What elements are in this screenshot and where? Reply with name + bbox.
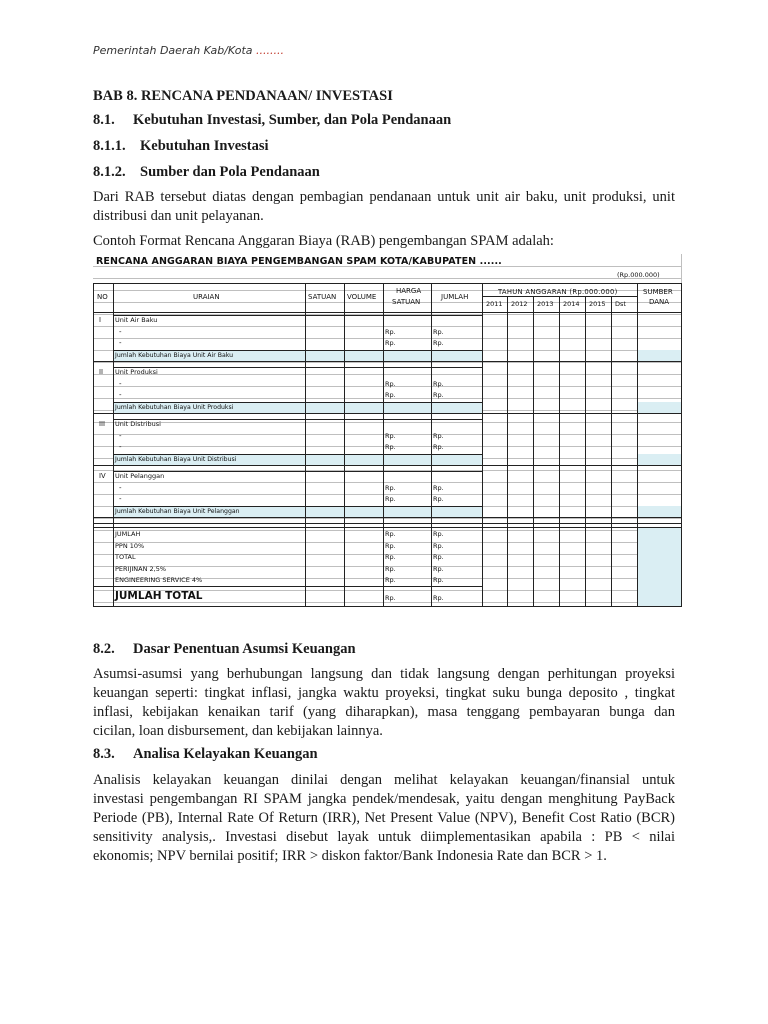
paragraph-line: inflasi, kebijakan kenaikan tarif (yang diharapkan), masa tenggang pembayaran bunga dan: [93, 704, 675, 720]
header-harga: HARGA: [396, 287, 422, 295]
table-rule: [482, 283, 483, 607]
paragraph-line: Asumsi-asumsi yang berhubungan langsung dan tidak langsung dengan perhitungan proyeksi: [93, 666, 675, 682]
subtotal-label: Jumlah Kebutuhan Biaya Unit Distribusi: [115, 455, 237, 463]
header-dots: ........: [256, 44, 285, 57]
table-rule: [431, 283, 432, 607]
table-rule: [93, 283, 682, 284]
header-sumber: SUMBER: [643, 288, 673, 296]
analisis-paragraph: [93, 771, 675, 866]
table-rule: [507, 296, 508, 607]
summary-harga-rp: Rp.: [385, 541, 396, 550]
table-rule: [113, 367, 482, 368]
running-header: [93, 44, 284, 57]
table-rule: [93, 586, 482, 587]
jumlah-rp: Rp.: [433, 339, 444, 347]
item-dash: -: [119, 391, 122, 399]
header-year: 2014: [563, 300, 580, 308]
section-8-1-heading: [93, 112, 452, 129]
jumlah-rp: Rp.: [433, 495, 444, 503]
group-number: II: [99, 368, 104, 376]
rab-table: [93, 254, 682, 607]
section-number: 8.1.2.: [93, 164, 126, 180]
section-title: Analisa Kelayakan Keuangan: [133, 746, 318, 762]
grid-line: [93, 278, 682, 279]
group-name: Unit Pelanggan: [115, 472, 165, 480]
subtotal-band: [637, 506, 682, 518]
header-jumlah: JUMLAH: [441, 293, 469, 301]
subtotal-band: [637, 402, 682, 414]
contoh-paragraph: [93, 232, 675, 251]
header-tahun-anggaran: TAHUN ANGGARAN (Rp.000.000): [498, 288, 618, 296]
table-rule: [637, 283, 638, 607]
group-name: Unit Produksi: [115, 368, 158, 376]
subtotal-label: Jumlah Kebutuhan Biaya Unit Pelanggan: [115, 507, 240, 515]
jumlah-rp: Rp.: [433, 483, 444, 492]
section-title: Kebutuhan Investasi, Sumber, dan Pola Pendanaan: [133, 112, 452, 128]
summary-jumlah-rp: Rp.: [433, 530, 444, 538]
table-rule: [93, 465, 682, 466]
header-volume: VOLUME: [347, 293, 377, 301]
table-rule: [305, 283, 306, 607]
item-dash: -: [119, 495, 122, 503]
item-dash: -: [119, 431, 122, 440]
section-number: 8.1.1.: [93, 138, 126, 154]
table-rule: [113, 315, 482, 316]
chapter-heading: [93, 88, 393, 105]
section-number: 8.3.: [93, 746, 115, 762]
summary-label: JUMLAH: [115, 530, 141, 538]
paragraph-line: distribusi dan unit pelayanan.: [93, 208, 264, 224]
table-rule: [611, 296, 612, 607]
section-8-1-2-heading: [93, 164, 320, 181]
header-year: 2013: [537, 300, 554, 308]
table-rule: [533, 296, 534, 607]
table-rule: [93, 606, 682, 607]
grand-total-label: JUMLAH TOTAL: [115, 590, 203, 602]
jumlah-rp: Rp.: [433, 327, 444, 336]
summary-label: PPN 10%: [115, 541, 145, 550]
harga-rp: Rp.: [385, 379, 396, 388]
harga-rp: Rp.: [385, 327, 396, 336]
grid-line: [93, 422, 682, 423]
header-uraian: URAIAN: [193, 293, 220, 301]
section-8-3-heading: [93, 746, 318, 763]
section-title: Sumber dan Pola Pendanaan: [140, 164, 320, 180]
item-dash: -: [119, 379, 122, 388]
harga-rp: Rp.: [385, 339, 396, 347]
table-rule: [93, 527, 682, 528]
paragraph-line: cicilan, loan disbursement, dan kebijakan lainnya.: [93, 723, 383, 739]
intro-paragraph: [93, 188, 675, 226]
header-year: 2012: [511, 300, 528, 308]
group-number: IV: [99, 472, 106, 480]
grand-total-harga-rp: Rp.: [385, 594, 396, 602]
table-rule: [113, 419, 482, 420]
paragraph-line: Analisis kelayakan keuangan dinilai dengan melihat kelayakan keuangan/finansial untuk: [93, 772, 675, 788]
section-number: 8.2.: [93, 641, 115, 657]
table-rule: [93, 283, 94, 607]
item-dash: -: [119, 339, 122, 347]
section-number: 8.1.: [93, 112, 115, 128]
header-no: NO: [97, 293, 108, 301]
header-year: Dst: [615, 300, 626, 308]
table-rule: [585, 296, 586, 607]
jumlah-rp: Rp.: [433, 391, 444, 399]
section-8-2-heading: [93, 641, 356, 658]
summary-harga-rp: Rp.: [385, 564, 396, 573]
subtotal-band: [637, 454, 682, 466]
paragraph-line: Dari RAB tersebut diatas dengan pembagian pendanaan untuk unit air baku, unit produksi, unit: [93, 189, 675, 205]
item-dash: -: [119, 443, 122, 451]
header-harga-satuan: SATUAN: [392, 298, 421, 306]
paragraph-line: ekonomis; NPV bernilai positif; IRR > diskon faktor/Bank Indonesia Rate dan BCR > 1.: [93, 848, 607, 864]
chapter-title: BAB 8. RENCANA PENDANAAN/ INVESTASI: [93, 88, 393, 104]
summary-label: ENGINEERING SERVICE 4%: [115, 576, 203, 584]
jumlah-rp: Rp.: [433, 443, 444, 451]
harga-rp: Rp.: [385, 443, 396, 451]
header-text: Pemerintah Daerah Kab/Kota: [93, 44, 257, 57]
summary-harga-rp: Rp.: [385, 530, 396, 538]
paragraph-line: Contoh Format Rencana Anggaran Biaya (RAB) pengembangan SPAM adalah:: [93, 233, 554, 249]
group-name: Unit Air Baku: [115, 316, 158, 324]
summary-jumlah-rp: Rp.: [433, 541, 444, 550]
summary-jumlah-rp: Rp.: [433, 564, 444, 573]
table-rule: [93, 517, 682, 518]
jumlah-rp: Rp.: [433, 431, 444, 440]
grid-line: [93, 518, 682, 519]
group-number: I: [99, 316, 102, 324]
table-title: RENCANA ANGGARAN BIAYA PENGEMBANGAN SPAM KOTA/KABUPATEN ......: [96, 256, 502, 267]
summary-band: [637, 527, 682, 607]
summary-label: TOTAL: [115, 553, 136, 561]
grid-line: [93, 362, 682, 363]
grand-total-jumlah-rp: Rp.: [433, 594, 444, 602]
harga-rp: Rp.: [385, 431, 396, 440]
subtotal-label: Jumlah Kebutuhan Biaya Unit Produksi: [115, 403, 234, 411]
summary-harga-rp: Rp.: [385, 576, 396, 584]
harga-rp: Rp.: [385, 495, 396, 503]
section-8-1-1-heading: [93, 138, 269, 155]
table-rule: [559, 296, 560, 607]
grid-line: [93, 374, 682, 375]
table-unit-note: (Rp.000.000): [617, 271, 660, 279]
asumsi-paragraph: [93, 665, 675, 741]
section-title: Kebutuhan Investasi: [140, 138, 269, 154]
paragraph-line: sensitivity analysis,. Investasi disebut layak untuk diimplementasikan apabila : PB < nilai: [93, 829, 675, 845]
summary-jumlah-rp: Rp.: [433, 576, 444, 584]
table-rule: [93, 413, 682, 414]
table-rule: [93, 361, 682, 362]
summary-jumlah-rp: Rp.: [433, 553, 444, 561]
table-rule: [113, 471, 482, 472]
header-satuan: SATUAN: [308, 293, 337, 301]
jumlah-rp: Rp.: [433, 379, 444, 388]
summary-harga-rp: Rp.: [385, 553, 396, 561]
table-rule: [93, 312, 682, 313]
header-year: 2015: [589, 300, 606, 308]
table-rule: [344, 283, 345, 607]
subtotal-label: Jumlah Kebutuhan Biaya Unit Air Baku: [115, 351, 234, 359]
paragraph-line: Periode (PB), Internal Rate Of Return (IRR), Net Present Value (NPV), Benefit Cost Ratio (BCR): [93, 810, 675, 826]
table-rule: [93, 523, 682, 524]
section-title: Dasar Penentuan Asumsi Keuangan: [133, 641, 356, 657]
header-year: 2011: [486, 300, 503, 308]
harga-rp: Rp.: [385, 391, 396, 399]
item-dash: -: [119, 483, 122, 492]
item-dash: -: [119, 327, 122, 336]
table-rule: [383, 283, 384, 607]
harga-rp: Rp.: [385, 483, 396, 492]
header-dana: DANA: [649, 298, 670, 306]
group-number: III: [99, 420, 106, 428]
table-rule: [681, 283, 682, 607]
group-name: Unit Distribusi: [115, 420, 161, 428]
summary-label: PERIJINAN 2,5%: [115, 564, 167, 573]
table-rule: [113, 283, 114, 607]
subtotal-band: [637, 350, 682, 362]
paragraph-line: keuangan seperti: tingkat inflasi, jangka waktu proyeksi, tingkat suku bunga deposito , tingkat: [93, 685, 675, 701]
paragraph-line: investasi pengembangan RI SPAM jangka pendek/mendesak, yaitu dengan menghitung PayBack: [93, 791, 675, 807]
